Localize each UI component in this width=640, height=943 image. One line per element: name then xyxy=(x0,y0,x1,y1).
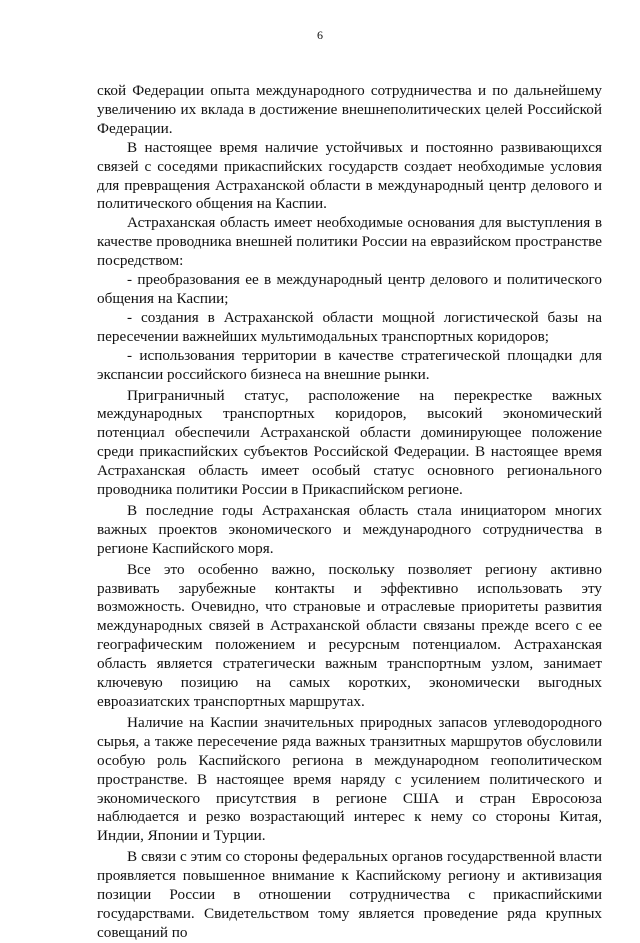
paragraph-neighbor-links: В настоящее время наличие устойчивых и постоянно развивающихся связей с соседями прикаспийских государств создает необходимые условия для превращения Астраханской области в международный центр делового и политического общения на Каспии. xyxy=(97,138,602,213)
paragraph-continuation: ской Федерации опыта международного сотрудничества и по дальнейшему увеличению их вклада в достижение внешнеполитических целей Российской Федерации. xyxy=(97,82,602,137)
list-item-strategic-platform: - использования территории в качестве стратегической площадки для экспансии российского бизнеса на внешние рынки. xyxy=(97,346,602,383)
paragraph-foreign-policy-conductor: Астраханская область имеет необходимые основания для выступления в качестве проводника внешней политики России на евразийском пространстве посредством: xyxy=(97,214,602,270)
list-item-logistics-base: - создания в Астраханской области мощной логистической базы на пересечении важнейших мультимодальных транспортных коридоров; xyxy=(97,308,602,345)
paragraph-hydrocarbons: Наличие на Каспии значительных природных запасов углеводородного сырья, а также пересечение ряда важных транзитных маршрутов обусловили особую роль Каспийского региона в международном геополитическом пространстве. В настоящее время наряду с усилением политического и экономического присутствия в регионе США и стран Евросоюза наблюдается и резко возрастающий интерес к нему со стороны Китая, Индии, Японии и Турции. xyxy=(97,713,602,845)
document-body xyxy=(97,82,602,943)
page-number: 6 xyxy=(317,28,323,42)
paragraph-recent-years: В последние годы Астраханская область стала инициатором многих важных проектов экономического и международного сотрудничества в регионе Каспийского моря. xyxy=(97,501,602,557)
paragraph-border-status: Приграничный статус, расположение на перекрестке важных международных транспортных коридоров, высокий экономический потенциал обеспечили Астраханской области доминирующее положение среди прикаспийских субъектов Российской Федерации. В настоящее время Астраханская область имеет особый статус основного регионального проводника политики России в Прикаспийском регионе. xyxy=(97,386,602,499)
paragraph-federal-attention: В связи с этим со стороны федеральных органов государственной власти проявляется повышенное внимание к Каспийскому региону и активизация позиции России в отношении сотрудничества с прикаспийскими государствами. Свидетельством тому является проведение ряда крупных совещаний по xyxy=(97,848,602,941)
paragraph-priorities: Все это особенно важно, поскольку позволяет региону активно развивать зарубежные контакты и эффективно использовать эту возможность. Очевидно, что страновые и отраслевые приоритеты развития международных связей в Астраханской области связаны прежде всего с ее географическим положением и ресурсным потенциалом. Астраханская область является стратегически важным транспортным узлом, занимает ключевую позицию на самых коротких, экономически выгодных евроазиатских транспортных маршрутах. xyxy=(97,560,602,710)
list-item-business-center: - преобразования ее в международный центр делового и политического общения на Каспии; xyxy=(97,271,602,307)
